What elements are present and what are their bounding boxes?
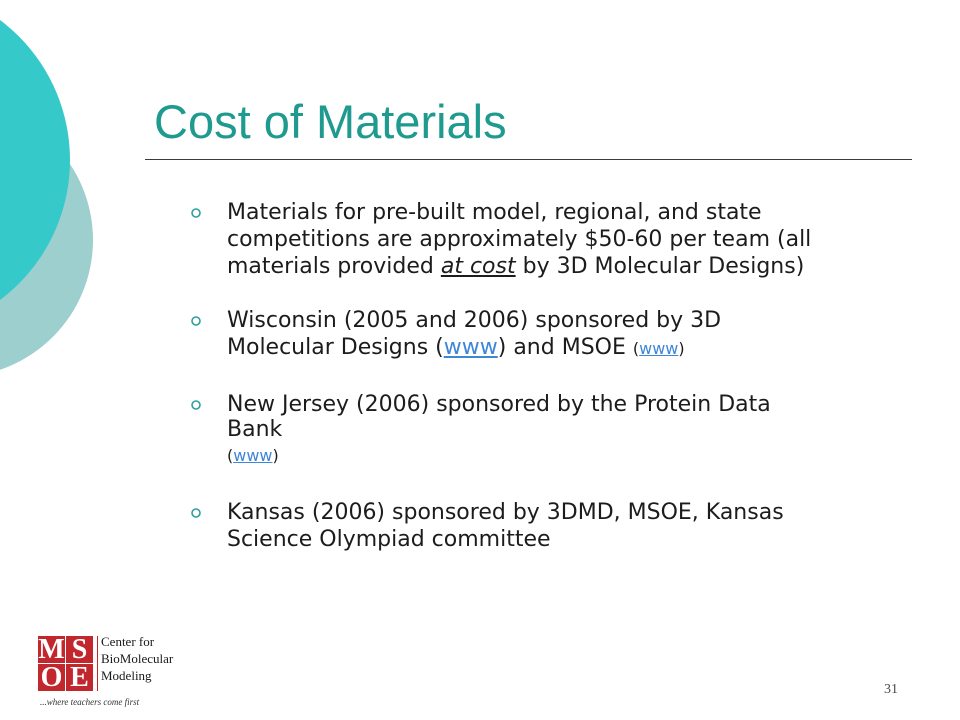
bullet-text: Kansas (2006) sponsored by 3DMD, MSOE, Kansas Science Olympiad committee: [227, 500, 784, 552]
logo-letter: M: [38, 636, 65, 663]
msoe-link[interactable]: www: [639, 339, 679, 358]
logo-name-line: Center for: [101, 634, 155, 649]
protein-data-bank-link[interactable]: www: [233, 446, 273, 465]
msoe-logo-mark: [38, 636, 93, 691]
bullet-text: New Jersey (2006) sponsored by the Protein Data Bank: [227, 392, 771, 442]
bullet-text: ) and MSOE: [497, 335, 633, 360]
ring-bullet-icon: [191, 316, 201, 326]
logo-name-line: Modeling: [101, 668, 152, 683]
3d-molecular-designs-link[interactable]: www: [443, 335, 498, 360]
logo-letter: S: [66, 636, 93, 663]
ring-bullet-icon: [191, 508, 201, 518]
paren-open: (: [227, 446, 234, 465]
paren-close: ): [678, 339, 685, 358]
title-divider: [145, 159, 912, 160]
bullet-text: by 3D Molecular Designs): [515, 254, 805, 279]
logo-name-line: BioMolecular: [101, 651, 174, 666]
logo-tagline: ...where teachers come first: [40, 697, 140, 707]
logo-letter: O: [38, 664, 65, 691]
bullet-text: Wisconsin (2005 and 2006) sponsored by 3D Molecular Designs (: [227, 308, 722, 360]
decorative-circles: [0, 0, 200, 420]
ring-bullet-icon: [191, 400, 201, 410]
logo-letter: E: [66, 664, 93, 691]
emphasis-text: at cost: [440, 254, 516, 279]
bullet-item: [227, 499, 784, 553]
paren-open: (: [632, 339, 640, 358]
ring-bullet-icon: [191, 208, 201, 218]
logo-divider: [97, 636, 98, 691]
paren-close: ): [272, 446, 279, 465]
msoe-cbm-logo: [38, 634, 198, 710]
page-number: 31: [884, 682, 898, 697]
bullet-item: [227, 307, 721, 362]
slide-title: Cost of Materials: [154, 95, 507, 148]
bullet-item: [227, 199, 811, 280]
logo-org-name: [101, 633, 173, 684]
bullet-item: [227, 392, 771, 468]
bullet-text: Materials for pre-built model, regional, and state competitions are approximately $50-60 per team (all materials provided: [227, 200, 812, 279]
